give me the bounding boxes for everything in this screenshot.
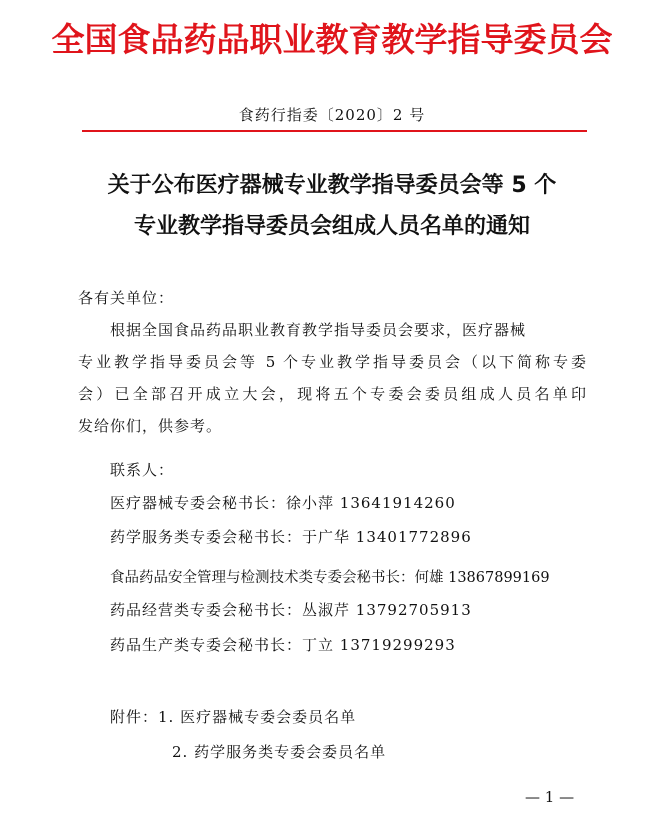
paragraph-line: 会）已全部召开成立大会，现将五个专委会委员组成人员名单印 xyxy=(78,385,586,403)
contact-line: 药品生产类专委会秘书长：丁立 13719299293 xyxy=(110,636,456,654)
attachment-line: 附件：1. 医疗器械专委会委员名单 xyxy=(110,708,357,726)
contact-line: 医疗器械专委会秘书长：徐小萍 13641914260 xyxy=(110,494,456,512)
paragraph-line: 根据全国食品药品职业教育教学指导委员会要求，医疗器械 xyxy=(110,321,527,339)
attachment-line: 2. 药学服务类专委会委员名单 xyxy=(172,743,387,761)
contact-line: 食品药品安全管理与检测技术类专委会秘书长：何雄 13867899169 xyxy=(110,570,550,586)
paragraph-line: 发给你们，供参考。 xyxy=(78,417,223,435)
red-divider-line xyxy=(82,130,587,132)
notice-title-line-1: 关于公布医疗器械专业教学指导委员会等 5 个 xyxy=(107,173,557,198)
salutation: 各有关单位： xyxy=(78,289,175,307)
contacts-label: 联系人： xyxy=(110,461,175,479)
paragraph-line: 专业教学指导委员会等 5 个专业教学指导委员会（以下简称专委 xyxy=(78,353,586,371)
document-number: 食药行指委〔2020〕2 号 xyxy=(238,106,426,124)
org-title: 全国食品药品职业教育教学指导委员会 xyxy=(51,20,613,59)
notice-title-line-2: 专业教学指导委员会组成人员名单的通知 xyxy=(133,214,530,239)
contact-line: 药品经营类专委会秘书长：丛淑芹 13792705913 xyxy=(110,601,472,619)
page-number: — 1 — xyxy=(525,788,575,806)
contact-line: 药学服务类专委会秘书长：于广华 13401772896 xyxy=(110,528,472,546)
